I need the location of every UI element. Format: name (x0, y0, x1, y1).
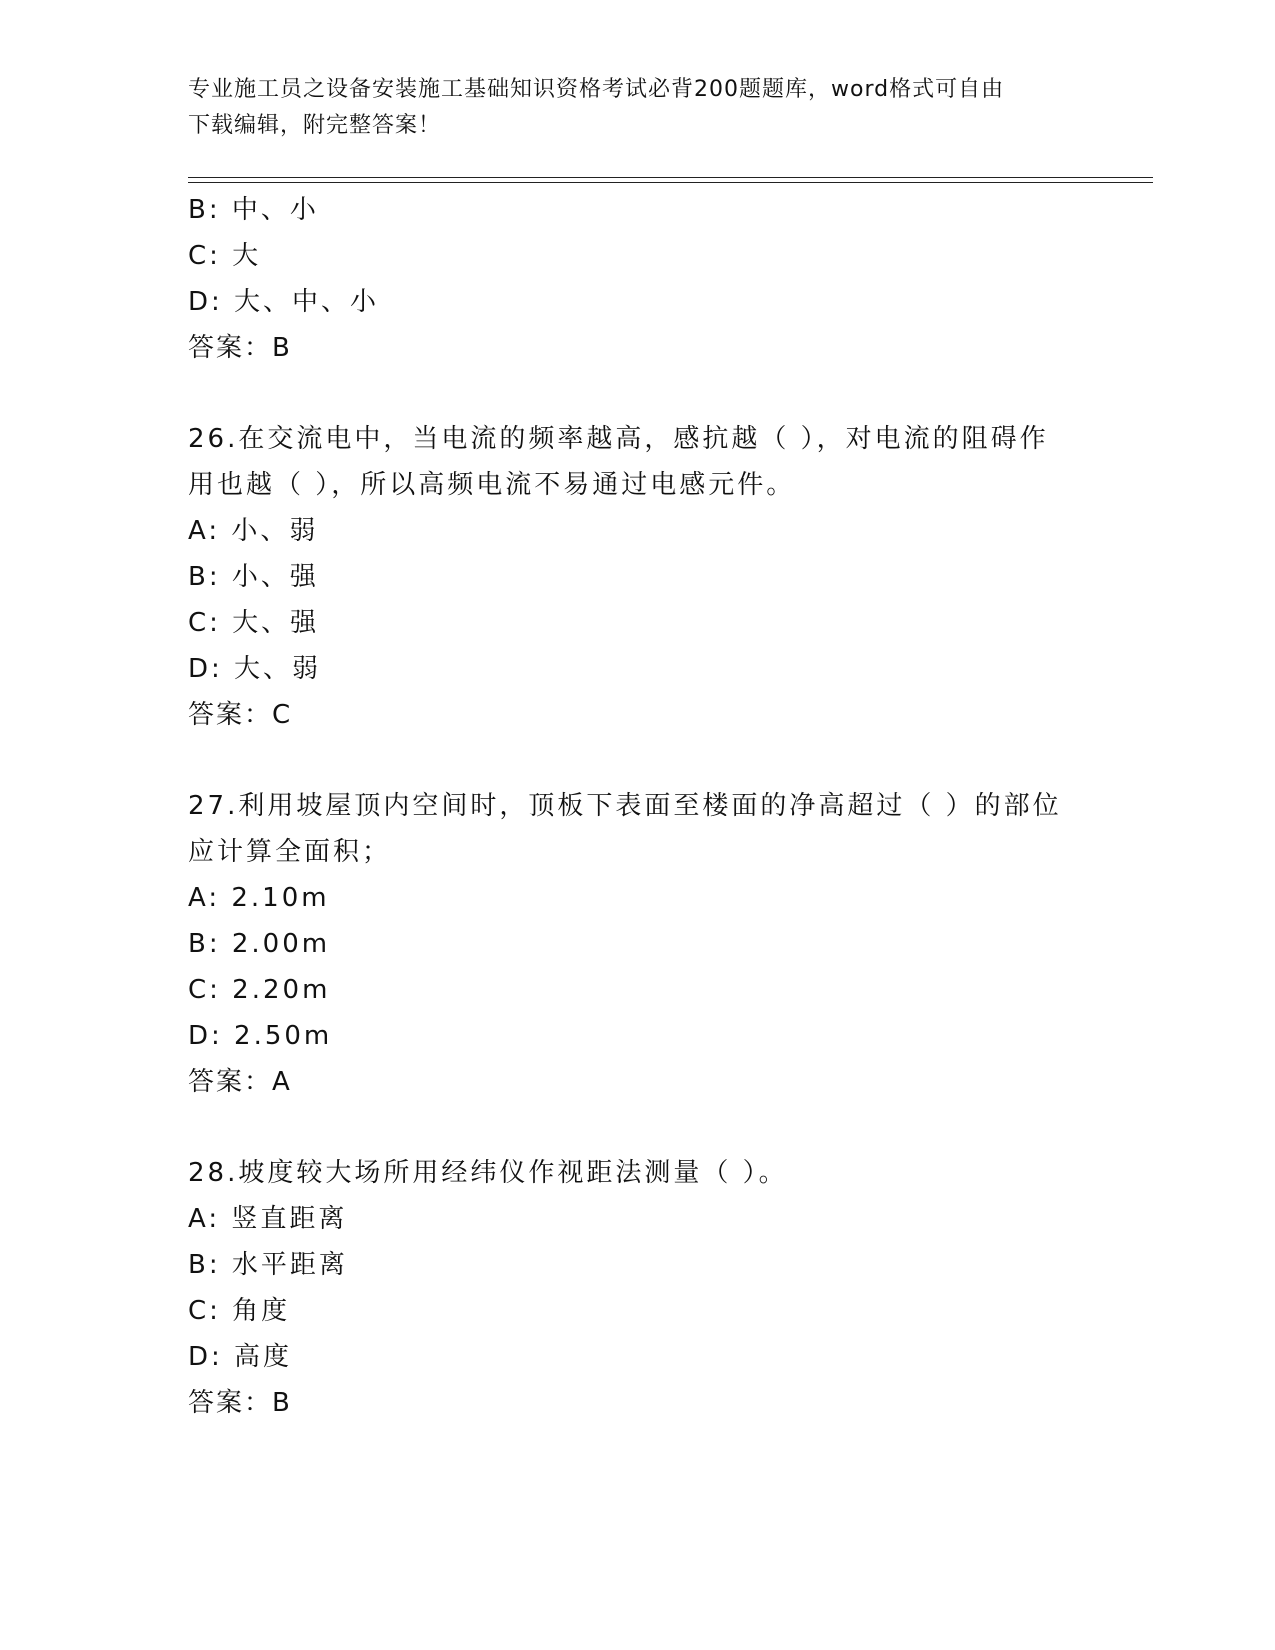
question-text-line-1: 28.坡度较大场所用经纬仪作视距法测量（ ）。 (188, 1158, 788, 1188)
question-text-line-1: 27.利用坡屋顶内空间时，顶板下表面至楼面的净高超过（ ）的部位 (188, 791, 1062, 821)
option-b: B: 中、小 (188, 195, 319, 225)
question-26 (188, 416, 1068, 738)
option-b: B: 2.00m (188, 929, 331, 959)
question-text-line-1: 26.在交流电中，当电流的频率越高，感抗越（ ），对电流的阻碍作 (188, 424, 1049, 454)
option-a: A: 小、弱 (188, 516, 319, 546)
question-28 (188, 1150, 1068, 1426)
answer-line: 答案：B (188, 333, 292, 363)
answer-line: 答案：C (188, 700, 293, 730)
option-c: C: 角度 (188, 1296, 291, 1326)
header-line-2: 下载编辑，附完整答案！ (188, 113, 442, 138)
option-d: D: 2.50m (188, 1021, 333, 1051)
spacer (188, 371, 1068, 416)
option-b: B: 水平距离 (188, 1250, 348, 1280)
option-d: D: 高度 (188, 1342, 293, 1372)
header-line-1: 专业施工员之设备安装施工基础知识资格考试必背200题题库，word格式可自由 (188, 77, 1005, 102)
header-divider-bottom (188, 182, 1153, 183)
question-25-continued (188, 187, 1068, 371)
option-b: B: 小、强 (188, 562, 319, 592)
answer-line: 答案：A (188, 1067, 292, 1097)
question-text-line-2: 应计算全面积； (188, 837, 392, 867)
question-list (188, 187, 1068, 1426)
spacer (188, 738, 1068, 783)
option-a: A: 竖直距离 (188, 1204, 348, 1234)
spacer (188, 1105, 1068, 1150)
option-c: C: 大 (188, 241, 262, 271)
option-d: D: 大、中、小 (188, 287, 380, 317)
answer-line: 答案：B (188, 1388, 292, 1418)
option-a: A: 2.10m (188, 883, 330, 913)
option-c: C: 2.20m (188, 975, 331, 1005)
question-text-line-2: 用也越（ ），所以高频电流不易通过电感元件。 (188, 470, 796, 500)
document-header (188, 72, 1068, 144)
header-divider-top (188, 177, 1153, 178)
question-27 (188, 783, 1068, 1105)
option-c: C: 大、强 (188, 608, 320, 638)
option-d: D: 大、弱 (188, 654, 322, 684)
